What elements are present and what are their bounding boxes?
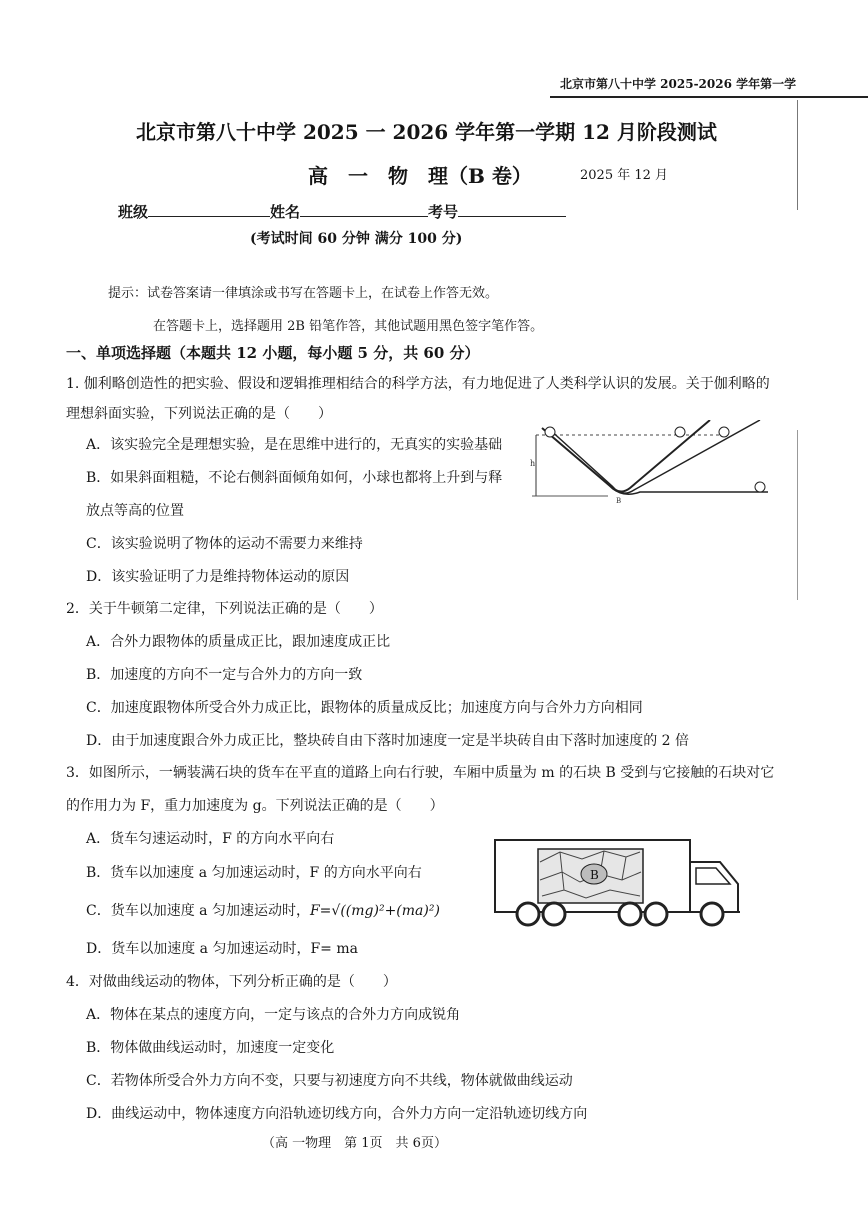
question-2-option-a: A．合外力跟物体的质量成正比，跟加速度成正比 (86, 634, 391, 650)
class-blank[interactable] (148, 202, 270, 217)
formula: F=√((mg)²+(ma)²) (309, 903, 440, 919)
ball-start (545, 427, 555, 437)
question-4-option-d: D．曲线运动中，物体速度方向沿轨迹切线方向，合外力方向一定沿轨迹切线方向 (86, 1106, 588, 1122)
id-blank[interactable] (458, 202, 566, 217)
exam-subtitle: 高 一 物 理（B 卷） (308, 164, 532, 188)
height-label: h (530, 459, 536, 468)
question-1-option-c: C．该实验说明了物体的运动不需要力来维持 (86, 536, 363, 552)
exam-info: (考试时间 60 分钟 满分 100 分) (250, 231, 463, 247)
wheel (517, 903, 539, 925)
question-4-option-b: B．物体做曲线运动时，加速度一定变化 (86, 1040, 335, 1056)
question-4-stem: 4．对做曲线运动的物体，下列分析正确的是（ ） (66, 974, 397, 990)
stone-b-label: B (590, 868, 599, 882)
header-rule (550, 96, 868, 98)
wheel (701, 903, 723, 925)
figure-truck (490, 832, 750, 928)
question-2-stem: 2．关于牛顿第二定律，下列说法正确的是（ ） (66, 601, 383, 617)
question-3-option-a: A．货车匀速运动时，F 的方向水平向右 (86, 831, 335, 847)
figure-inclined-plane (528, 420, 790, 504)
question-3-option-c (86, 900, 440, 920)
student-fields (118, 201, 566, 222)
header-strip: 北京市第八十中学 2025-2026 学年第一学 (560, 77, 797, 91)
wheel (543, 903, 565, 925)
exam-date: 2025 年 12 月 (580, 168, 669, 183)
question-3-option-c-text: C．货车以加速度 a 匀加速运动时， (86, 903, 310, 919)
question-2-option-d: D．由于加速度跟合外力成正比，整块砖自由下落时加速度一定是半块砖自由下落时加速度的 2 倍 (86, 733, 690, 749)
id-label: 考号 (428, 203, 459, 221)
exam-title: 北京市第八十中学 2025 一 2026 学年第一学期 12 月阶段测试 (136, 120, 717, 144)
ball-flat (755, 482, 765, 492)
class-label: 班级 (118, 203, 149, 221)
question-3-stem: 的作用力为 F，重力加速度为 g。下列说法正确的是（ ） (66, 798, 444, 814)
section-title: 一、单项选择题（本题共 12 小题，每小题 5 分，共 60 分） (66, 344, 480, 362)
name-label: 姓名 (270, 203, 301, 221)
name-blank[interactable] (300, 202, 428, 217)
question-2-option-b: B．加速度的方向不一定与合外力的方向一致 (86, 667, 363, 683)
question-3-option-d: D．货车以加速度 a 匀加速运动时，F= ma (86, 941, 358, 957)
page-edge-line (797, 100, 798, 210)
question-4-option-a: A．物体在某点的速度方向，一定与该点的合外力方向成锐角 (86, 1007, 461, 1023)
tip-line-2: 在答题卡上，选择题用 2B 铅笔作答，其他试题用黑色签字笔作答。 (153, 319, 544, 334)
question-1-option-d: D．该实验证明了力是维持物体运动的原因 (86, 569, 350, 585)
page-edge-line (797, 430, 798, 600)
page-footer: （高 一物理 第 1页 共 6页） (262, 1136, 447, 1151)
point-label: B (616, 497, 622, 504)
ball-steep (675, 427, 685, 437)
question-1-stem: 理想斜面实验，下列说法正确的是（ ） (66, 406, 332, 422)
question-1-stem: 1. 伽利略创造性的把实验、假设和逻辑推理相结合的科学方法，有力地促进了人类科学认识的发展。关于伽利略的 (66, 376, 770, 392)
question-4-option-c: C．若物体所受合外力方向不变，只要与初速度方向不共线，物体就做曲线运动 (86, 1073, 573, 1089)
wheel (645, 903, 667, 925)
question-3-stem: 3．如图所示，一辆装满石块的货车在平直的道路上向右行驶，车厢中质量为 m 的石块 B 受到与它接触的石块对它 (66, 765, 775, 781)
tip-line-1: 提示：试卷答案请一律填涂或书写在答题卡上，在试卷上作答无效。 (108, 286, 499, 301)
ball-medium (719, 427, 729, 437)
question-1-option-b: B．如果斜面粗糙，不论右侧斜面倾角如何，小球也都将上升到与释 (86, 470, 503, 486)
question-1-option-b-cont: 放点等高的位置 (86, 503, 184, 519)
wheel (619, 903, 641, 925)
question-1-option-a: A．该实验完全是理想实验，是在思维中进行的，无真实的实验基础 (86, 437, 503, 453)
question-3-option-b: B．货车以加速度 a 匀加速运动时，F 的方向水平向右 (86, 865, 422, 881)
question-2-option-c: C．加速度跟物体所受合外力成正比，跟物体的质量成反比；加速度方向与合外力方向相同 (86, 700, 643, 716)
